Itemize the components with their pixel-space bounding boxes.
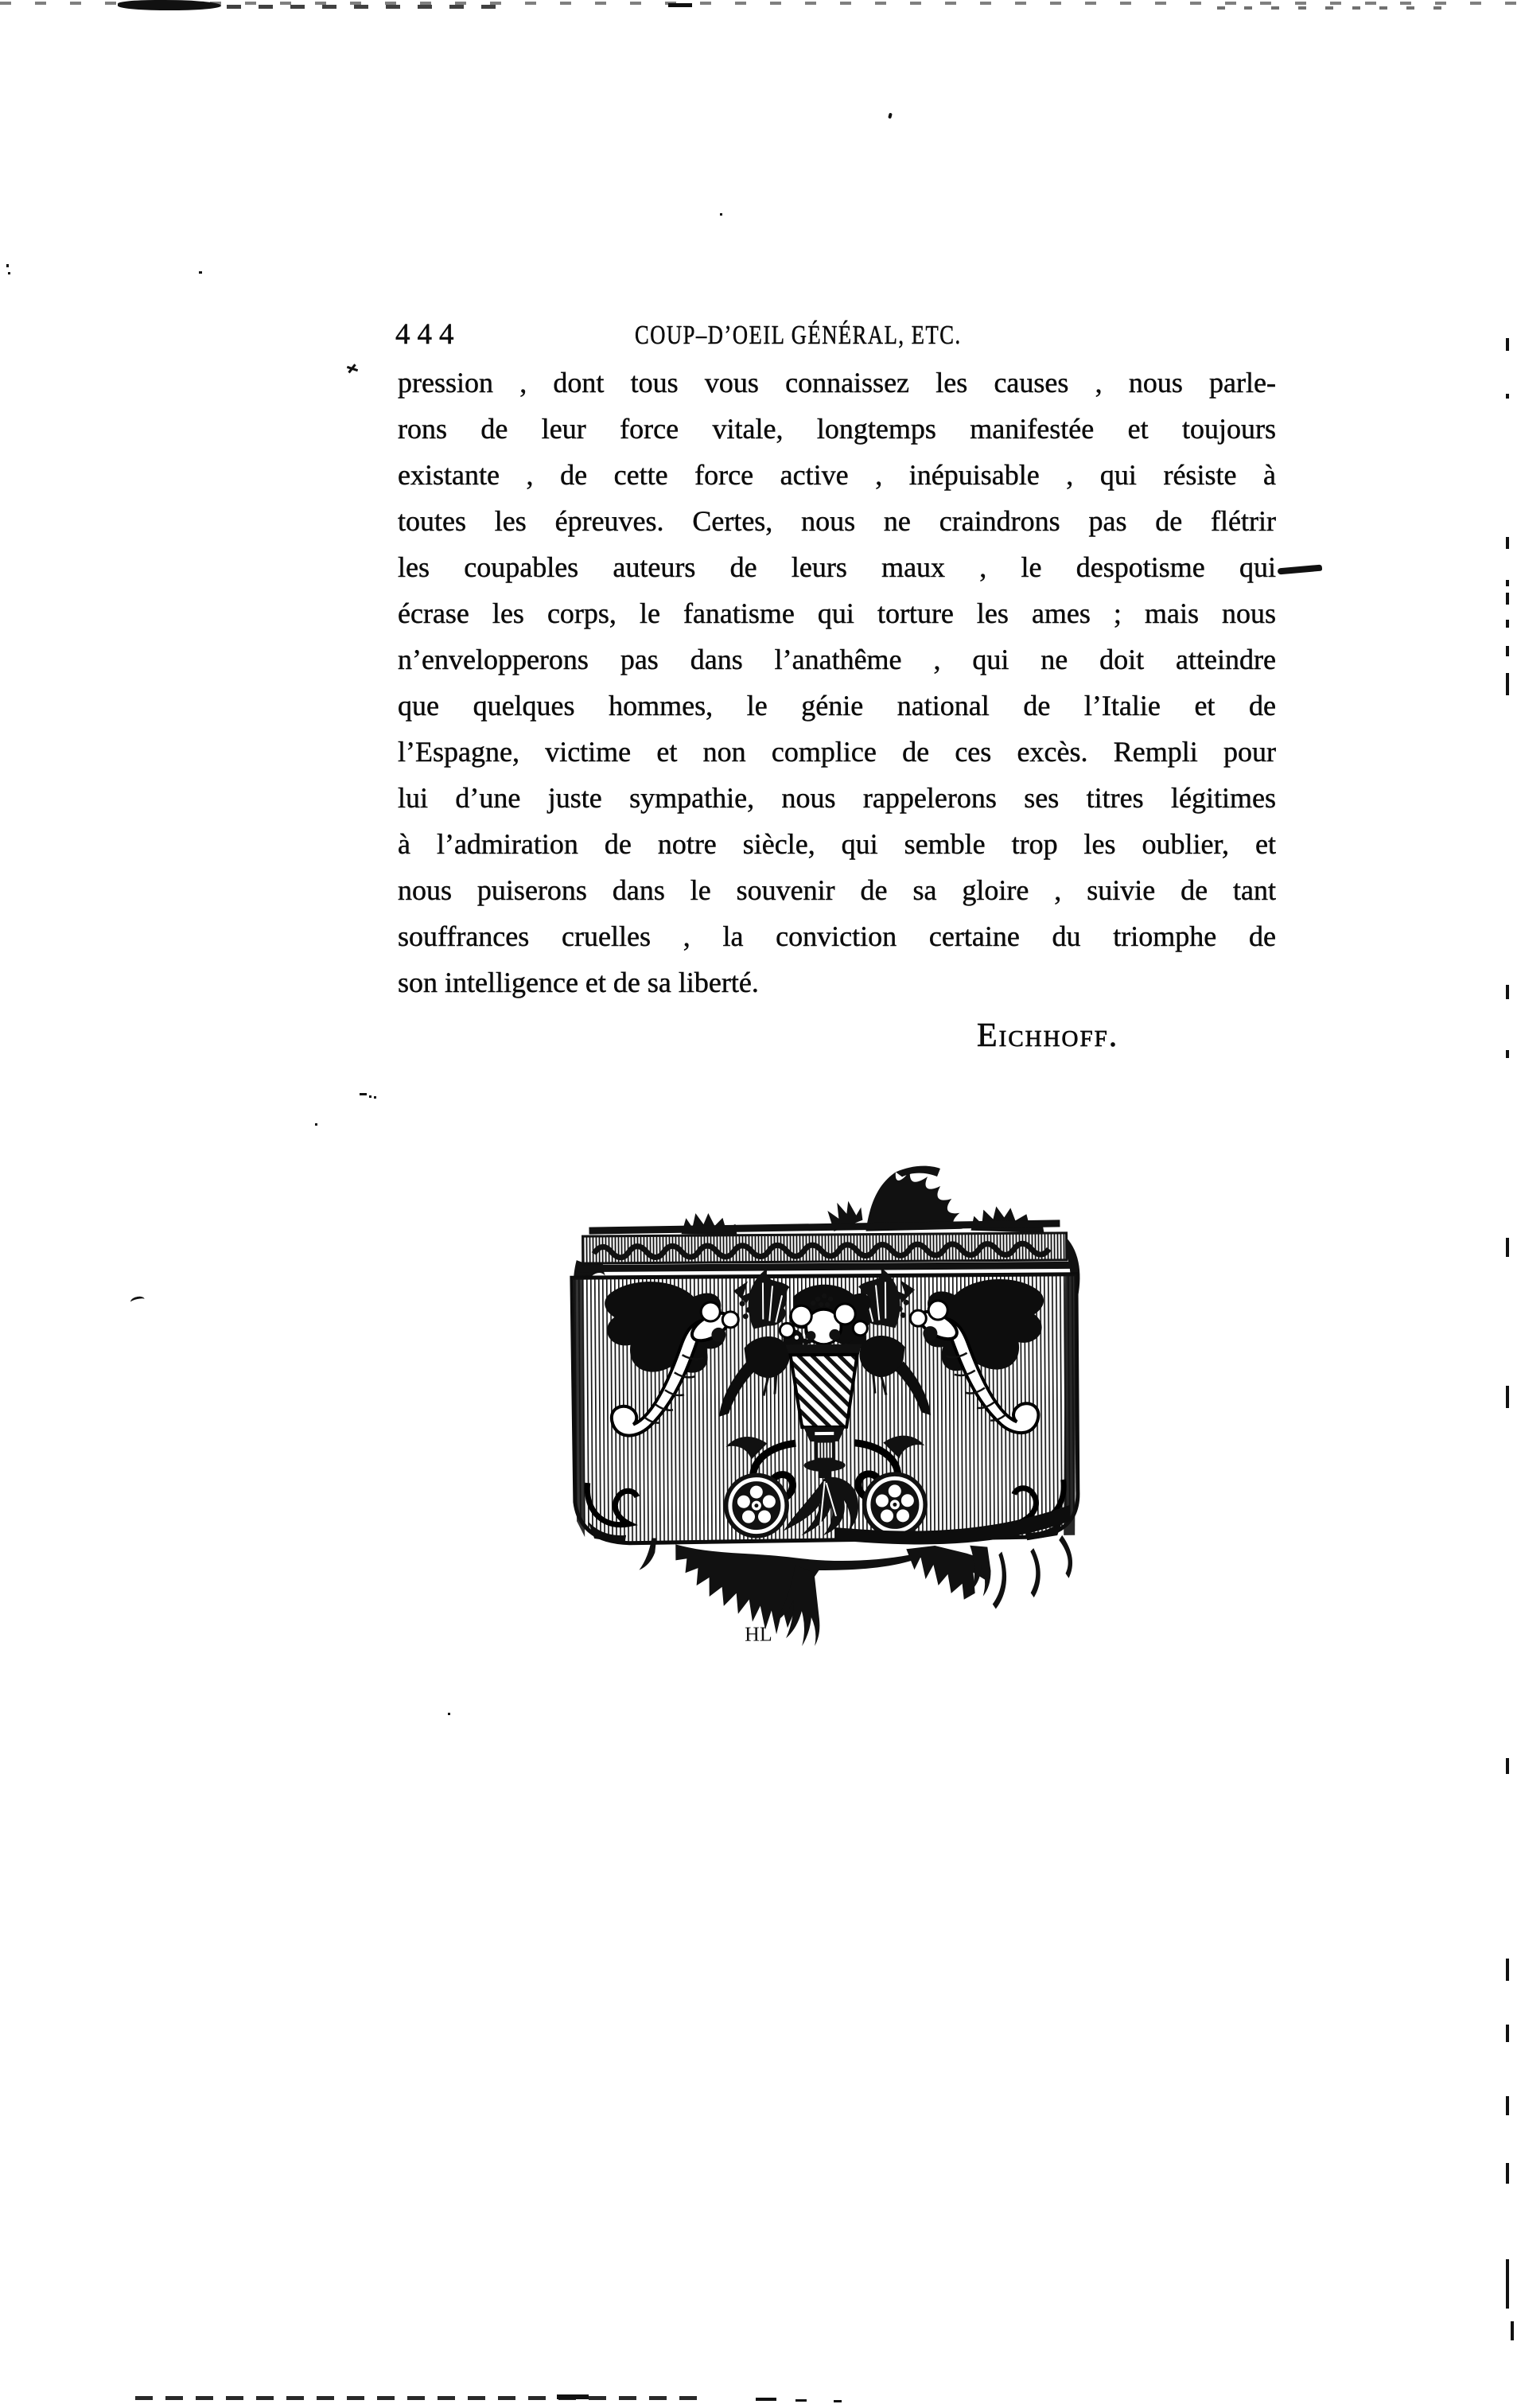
page-edge-mark [1506, 985, 1509, 999]
scan-speck [360, 1093, 367, 1095]
engraver-monogram: HL [744, 1622, 772, 1646]
hanging-foliage [639, 1535, 1073, 1647]
text-line: écrase les corps, le fanatisme qui torture les ames ; mais nous [398, 597, 1276, 629]
text-line: toutes les épreuves. Certes, nous ne craindrons pas de flétrir [398, 505, 1276, 537]
text-line: nous puiserons dans le souvenir de sa gloire , suivie de tant [398, 874, 1276, 906]
page-edge-mark [1506, 537, 1509, 549]
text-line: à l’admiration de notre siècle, qui semble trop les oublier, et [398, 828, 1276, 860]
text-line: les coupables auteurs de leurs maux , le despotisme qui [398, 551, 1276, 583]
page-edge-mark [1506, 580, 1509, 586]
margin-squiggle-mark [130, 1295, 146, 1306]
page-edge-mark [1506, 338, 1509, 351]
scan-edge-top-3 [1217, 6, 1448, 10]
scan-speck [374, 1096, 376, 1099]
text-line: son intelligence et de sa liberté. [398, 967, 759, 998]
text-line: rons de leur force vitale, longtemps manifestée et toujours [398, 413, 1276, 445]
page-edge-mark [1506, 1050, 1509, 1058]
scan-speck [315, 1123, 317, 1126]
scan-edge-top-2 [227, 5, 497, 9]
scan-speck [668, 3, 692, 7]
page-edge-mark [1506, 1386, 1509, 1408]
scan-edge-bottom-dash [834, 2400, 842, 2402]
page-edge-mark [1506, 1238, 1509, 1257]
text-line: existante , de cette force active , inépuisable , qui résiste à [398, 459, 1276, 491]
scan-edge-bottom-dash [795, 2399, 807, 2402]
scan-edge-blob [118, 0, 221, 10]
margin-asterisk-mark [347, 366, 358, 372]
tailpiece-vignette [555, 1163, 1095, 1650]
page-number: 444 [395, 318, 461, 351]
scan-speck [199, 271, 202, 274]
page-edge-mark [1506, 1959, 1509, 1981]
running-title: COUP–D’OEIL GÉNÉRAL, ETC. [635, 321, 962, 350]
body-paragraph [398, 360, 1276, 1006]
page-edge-mark [1506, 394, 1509, 399]
page-edge-mark [1506, 1758, 1509, 1774]
text-line: que quelques hommes, le génie national de l’Italie et de [398, 690, 1276, 722]
scan-speck [8, 272, 10, 274]
text-line: lui d’une juste sympathie, nous rappelerons ses titres légitimes [398, 782, 1276, 814]
scan-speck [369, 1095, 371, 1098]
page-edge-mark [1506, 2163, 1509, 2184]
author-signature: Eichhoff. [977, 1017, 1119, 1054]
page-edge-mark [1506, 593, 1509, 605]
scan-speck [720, 213, 722, 216]
text-line: souffrances cruelles , la conviction certaine du triomphe de [398, 920, 1276, 952]
scan-edge-bottom-dash [557, 2394, 589, 2399]
scan-edge-bottom [135, 2396, 708, 2400]
pen-mark [1278, 565, 1322, 575]
page-edge-mark [1506, 2025, 1509, 2042]
page-edge-mark [1506, 2259, 1509, 2309]
vignette-art [571, 1165, 1083, 1647]
page-edge-mark [1506, 646, 1509, 656]
scan-speck [888, 113, 893, 119]
page-edge-mark [1506, 620, 1509, 628]
page-edge-mark [1506, 2096, 1509, 2115]
text-line: pression , dont tous vous connaissez les causes , nous parle- [398, 367, 1276, 399]
scan-speck [448, 1713, 450, 1715]
page-edge-mark [1511, 2321, 1514, 2340]
text-line: n’envelopperons pas dans l’anathême , qui ne doit atteindre [398, 644, 1276, 675]
scan-speck [6, 264, 9, 267]
text-line: l’Espagne, victime et non complice de ces excès. Rempli pour [398, 736, 1276, 768]
scan-edge-bottom-dash [756, 2398, 776, 2401]
page-edge-mark [1506, 673, 1509, 695]
